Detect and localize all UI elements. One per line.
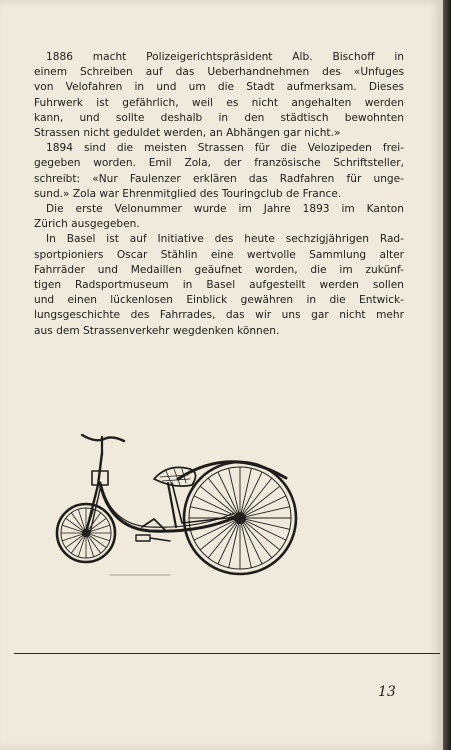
text-line: tigen Radsportmuseum in Basel aufgestellt werden sollen xyxy=(34,279,404,292)
text-line: Die erste Velonummer wurde im Jahre 1893 im Kanton xyxy=(46,203,404,216)
text-line: Fuhrwerk ist gefährlich, weil es nicht angehalten werden xyxy=(34,96,404,109)
text-line: gegeben worden. Emil Zola, der französische Schriftsteller, xyxy=(34,157,404,170)
text-line: einem Schreiben auf das Ueberhandnehmen des «Unfuges xyxy=(34,66,404,79)
horizontal-rule xyxy=(14,653,440,654)
text-line: kann, und sollte deshalb in den städtisch bewohnten xyxy=(34,111,404,124)
text-line: sund.» Zola war Ehrenmitglied des Touringclub de France. xyxy=(34,187,342,200)
bicycle-illustration-icon xyxy=(50,423,300,583)
text-line: Fahrräder und Medaillen geäufnet worden, die im zukünf- xyxy=(34,263,404,276)
body-text xyxy=(34,50,404,339)
text-line: Zürich ausgegeben. xyxy=(34,218,140,231)
text-line: 1894 sind die meisten Strassen für die Velozipeden frei- xyxy=(46,142,404,155)
text-line: 1886 macht Polizeigerichtspräsident Alb. Bischoff in xyxy=(46,51,404,63)
page-number: 13 xyxy=(378,684,396,700)
text-line: lungsgeschichte des Fahrrades, das wir uns gar nicht mehr xyxy=(34,309,404,322)
paragraph xyxy=(34,232,404,338)
text-line: schreibt: «Nur Faulenzer erklären das Radfahren für unge- xyxy=(34,172,404,185)
text-line: sportpioniers Oscar Stählin eine wertvolle Sammlung alter xyxy=(34,248,404,261)
text-line: und einen lückenlosen Einblick gewähren in die Entwick- xyxy=(34,294,404,307)
text-line: Strassen nicht geduldet werden, an Abhängen gar nicht.» xyxy=(34,127,341,140)
paragraph xyxy=(34,202,404,232)
text-line: aus dem Strassenverkehr wegdenken können. xyxy=(34,324,280,337)
text-line: von Velofahren in und um die Stadt aufmerksam. Dieses xyxy=(34,81,404,94)
text-line: In Basel ist auf Initiative des heute sechzigjährigen Rad- xyxy=(46,233,404,246)
paragraph xyxy=(34,141,404,202)
book-spine-edge xyxy=(443,0,451,750)
paragraph xyxy=(34,50,404,141)
